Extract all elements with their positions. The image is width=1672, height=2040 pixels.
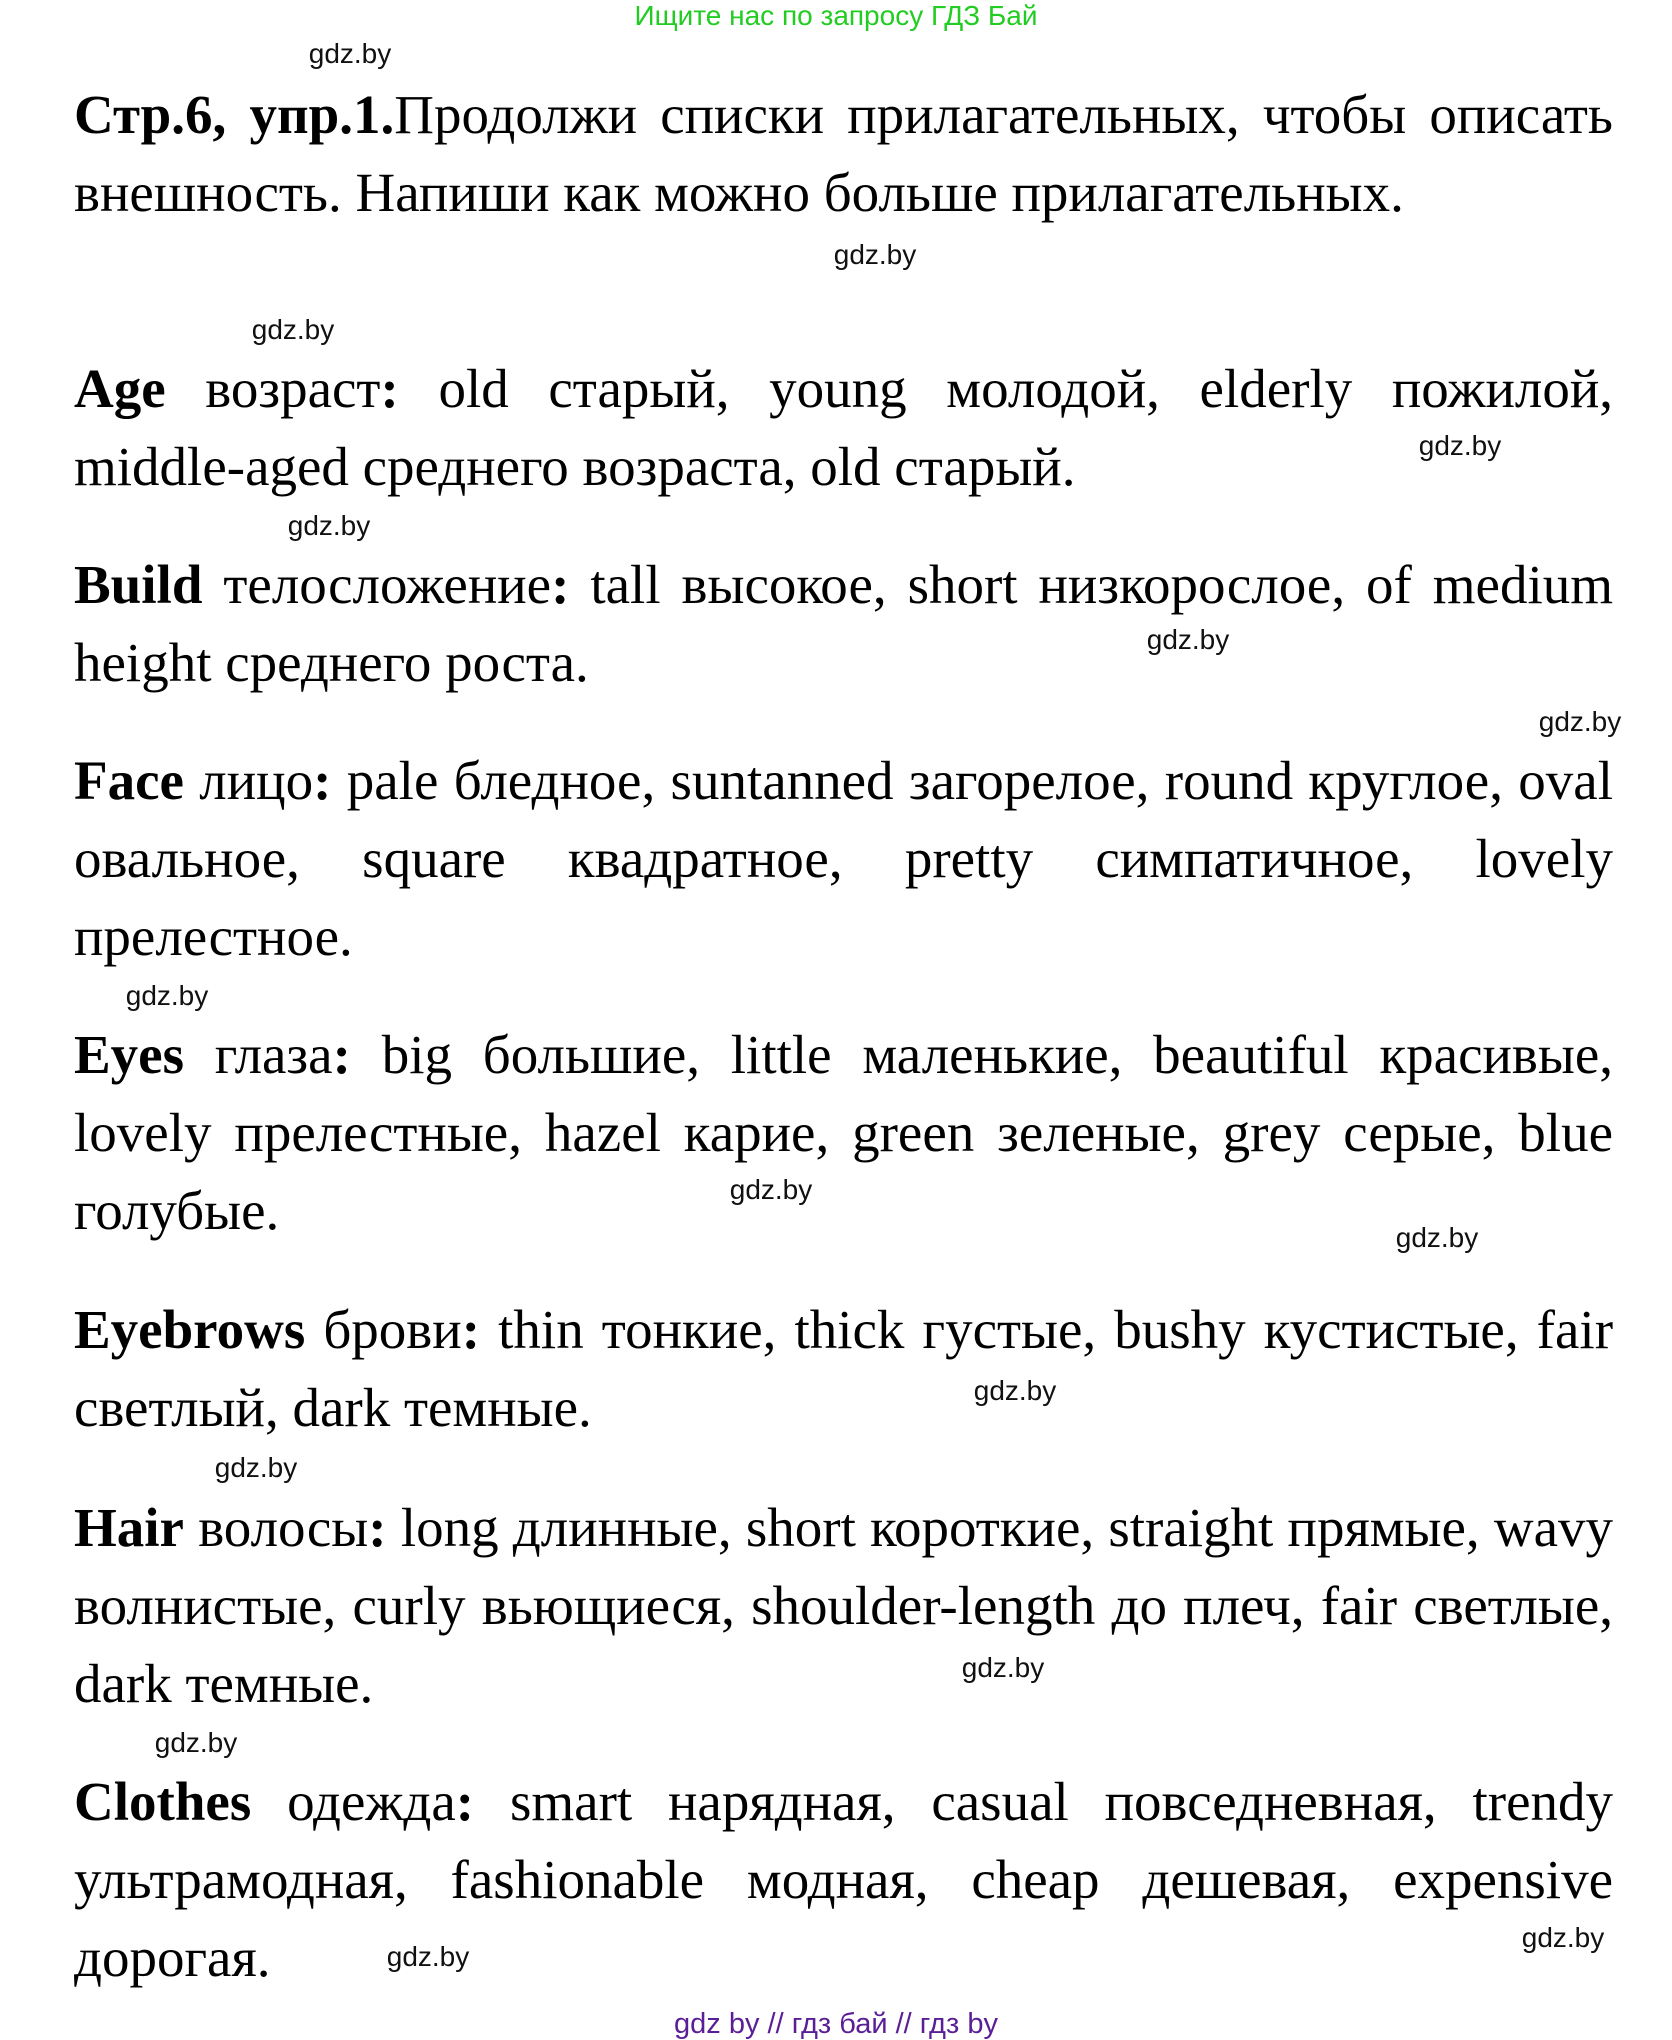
task-text: Продолжи списки прилагательных, чтобы описать внешность. Напиши как можно больше прилагательных.: [74, 84, 1613, 223]
watermark: gdz.by: [1418, 430, 1502, 461]
colon: :: [313, 750, 332, 811]
search-banner: Ищите нас по запросу ГДЗ Бай: [634, 0, 1038, 31]
watermark: gdz.by: [154, 1727, 238, 1758]
section-items: long длинные, short короткие, straight прямые, wavy волнистые, curly вьющиеся, shoulder-length до плеч, fair светлые, dark темные.: [74, 1497, 1614, 1714]
section-label: волосы: [198, 1497, 369, 1558]
watermark: gdz.by: [1521, 1922, 1605, 1953]
section-term: Eyes: [74, 1024, 184, 1085]
section-items: thin тонкие, thick густые, bushy кустистые, fair светлый, dark темные.: [74, 1299, 1614, 1438]
section-term: Hair: [74, 1497, 184, 1558]
watermark: gdz.by: [961, 1652, 1045, 1683]
section-term: Age: [74, 358, 166, 419]
section-eyebrows: [74, 1291, 1613, 1447]
footer-links: gdz by // гдз бай // гдз by: [674, 2008, 998, 2040]
watermark: gdz.by: [729, 1174, 813, 1205]
section-items: tall высокое, short низкорослое, of medium height среднего роста.: [74, 554, 1614, 693]
colon: :: [455, 1771, 475, 1832]
section-label: одежда: [287, 1771, 456, 1832]
section-clothes: [74, 1763, 1613, 1997]
watermark: gdz.by: [1395, 1222, 1479, 1253]
section-label: телосложение: [223, 554, 552, 615]
section-items: old старый, young молодой, elderly пожилой, middle-aged среднего возраста, old старый.: [74, 358, 1614, 497]
section-eyes: [74, 1016, 1613, 1250]
watermark: gdz.by: [287, 510, 371, 541]
watermark: gdz.by: [308, 38, 392, 69]
watermark: gdz.by: [1146, 624, 1230, 655]
section-term: Build: [74, 554, 203, 615]
watermark: gdz.by: [386, 1941, 470, 1972]
section-label: возраст: [205, 358, 381, 419]
watermark: gdz.by: [125, 980, 209, 1011]
section-label: брови: [323, 1299, 462, 1360]
colon: :: [551, 554, 570, 615]
colon: :: [380, 358, 399, 419]
task-ref: Стр.6, упр.1.: [74, 84, 395, 145]
section-label: глаза: [214, 1024, 333, 1085]
watermark: gdz.by: [833, 239, 917, 270]
watermark: gdz.by: [973, 1375, 1057, 1406]
colon: :: [461, 1299, 481, 1360]
section-label: лицо: [199, 750, 314, 811]
watermark: gdz.by: [251, 314, 335, 345]
colon: :: [368, 1497, 387, 1558]
section-items: big большие, little маленькие, beautiful красивые, lovely прелестные, hazel карие, green зеленые, grey серые, blue голубые.: [74, 1024, 1614, 1241]
section-term: Face: [74, 750, 184, 811]
section-items: pale бледное, suntanned загорелое, round круглое, oval овальное, square квадратное, pretty симпатичное, lovely прелестное.: [74, 750, 1613, 967]
section-build: [74, 546, 1613, 702]
section-face: [74, 742, 1613, 976]
section-age: [74, 350, 1613, 506]
colon: :: [332, 1024, 351, 1085]
section-items: smart нарядная, casual повседневная, trendy ультрамодная, fashionable модная, cheap дешевая, expensive дорогая.: [74, 1771, 1614, 1988]
section-term: Eyebrows: [74, 1299, 306, 1360]
section-term: Clothes: [74, 1771, 252, 1832]
watermark: gdz.by: [1538, 706, 1622, 737]
section-hair: [74, 1489, 1613, 1723]
watermark: gdz.by: [214, 1452, 298, 1483]
task-paragraph: [74, 76, 1613, 232]
